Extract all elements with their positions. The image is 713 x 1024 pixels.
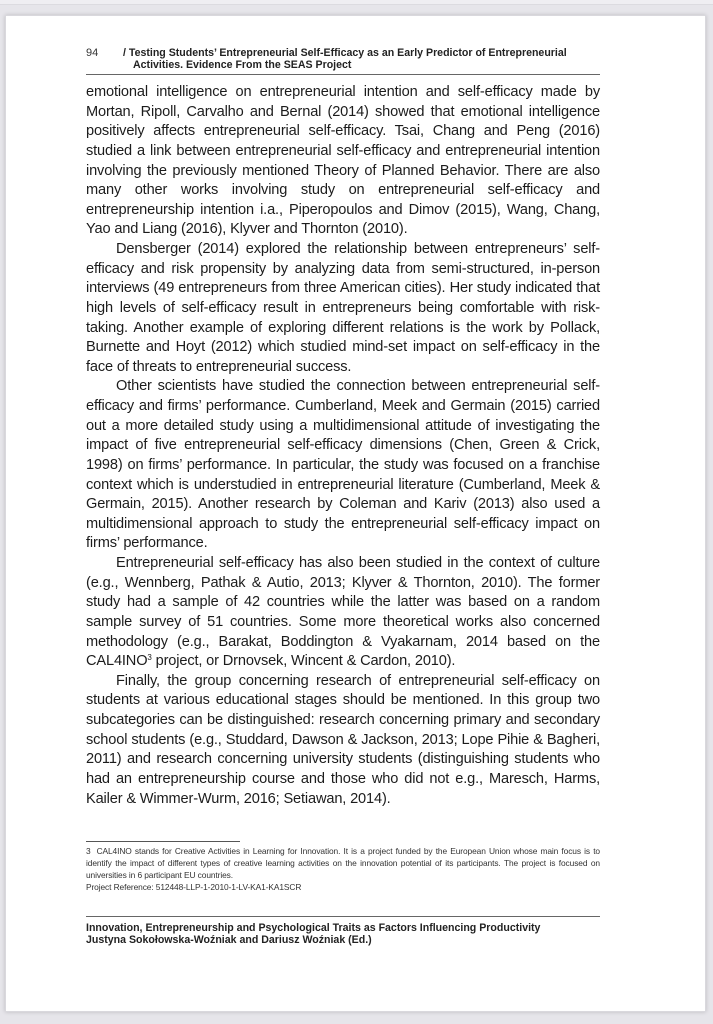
- footer-divider: [86, 916, 600, 917]
- paragraph-5: Finally, the group concerning research of entrepreneurial self-efficacy on students at various educational stages should be mentioned. In this group two subcategories can be distinguished: research concerning primary and secondary school students (e.g., Studdard, Dawson & Jackson, 2013; Lope Pihie & Bagheri, 2011) and research concerning university students (distinguishing students who had an entrepreneurship course and those who did not e.g., Maresch, Harms, Kailer & Wimmer-Wurm, 2016; Setiawan, 2014).: [86, 672, 600, 807]
- header-divider: [86, 74, 600, 75]
- paragraph-4-text-cont: project, or Drnovsek, Wincent & Cardon, 2010).: [151, 653, 456, 670]
- running-title-line-1: / Testing Students’ Entrepreneurial Self-Efficacy as an Early Predictor of Entrepreneurial: [123, 47, 567, 59]
- footnote-reference: Project Reference: 512448-LLP-1-2010-1-LV-KA1-KA1SCR: [86, 881, 302, 892]
- body-text: [86, 83, 600, 809]
- paragraph-4: [86, 554, 600, 672]
- footnote-number: 3: [86, 846, 91, 856]
- footnote-divider: [86, 841, 240, 842]
- paragraph-2: Densberger (2014) explored the relationship between entrepreneurs’ self-efficacy and risk propensity by analyzing data from semi-structured, in-person interviews (49 entrepreneurs from three American cities). Her study indicated that high levels of self-efficacy result in entrepreneurs being comfortable with risk-taking. Another example of exploring different relations is the work by Pollack, Burnette and Hoyt (2012) which studied mind-set impact on self-efficacy in the face of threats to entrepreneurial success.: [86, 241, 600, 375]
- running-footer: [86, 922, 600, 946]
- footnote: [86, 846, 600, 894]
- book-editors: Justyna Sokołowska-Woźniak and Dariusz Woźniak (Ed.): [86, 934, 372, 947]
- running-title-line-2: Activities. Evidence From the SEAS Project: [133, 58, 352, 71]
- footnote-marker: 3: [147, 653, 152, 663]
- paragraph-1: emotional intelligence on entrepreneurial intention and self-efficacy made by Mortan, Ripoll, Carvalho and Bernal (2014) showed that emotional intelligence positively affects entrepreneurial self-efficacy. Tsai, Chang and Peng (2016) studied a link between entrepreneurial self-efficacy and entrepreneurial intention involving the previously mentioned Theory of Planned Behavior. There are also many other works involving study on entrepreneurial self-efficacy and entrepreneurship intention i.a., Piperopoulos and Dimov (2015), Wang, Chang, Yao and Liang (2016), Klyver and Thornton (2010).: [86, 84, 600, 238]
- running-title: [123, 48, 603, 71]
- viewer-top-strip: [0, 0, 713, 5]
- paragraph-4-text: Entrepreneurial self-efficacy has also been studied in the context of culture (e.g., Wennberg, Pathak & Autio, 2013; Klyver & Thornton, 2010). The former study had a sample of 42 countries while the latter was based on a random sample survey of 51 countries. Some more theoretical works also concerned methodology (e.g., Barakat, Boddington & Vyakarnam, 2014 based on the CAL4INO: [86, 555, 600, 670]
- paragraph-3: Other scientists have studied the connection between entrepreneurial self-efficacy and firms’ performance. Cumberland, Meek and Germain (2015) carried out a more detailed study using a multidimensional attitude of investigating the impact of five entrepreneurial self-efficacy dimensions (Chen, Green & Crick, 1998) on firms’ performance. In particular, the study was focused on a franchise context which is understudied in entrepreneurial literature (Cumberland, Meek & Germain, 2015). Another research by Coleman and Kariv (2013) also used a multidimensional approach to study the entrepreneurial self-efficacy impact on firms’ performance.: [86, 378, 600, 552]
- page-number: 94: [86, 47, 99, 59]
- footnote-text: CAL4INO stands for Creative Activities in Learning for Innovation. It is a project funded by the European Union whose main focus is to identify the impact of different types of creative learning activities on the innovation potential of its participants. The project is focused on universities in 6 participant EU countries.: [86, 846, 600, 880]
- book-title: Innovation, Entrepreneurship and Psychological Traits as Factors Influencing Productivity: [86, 922, 541, 934]
